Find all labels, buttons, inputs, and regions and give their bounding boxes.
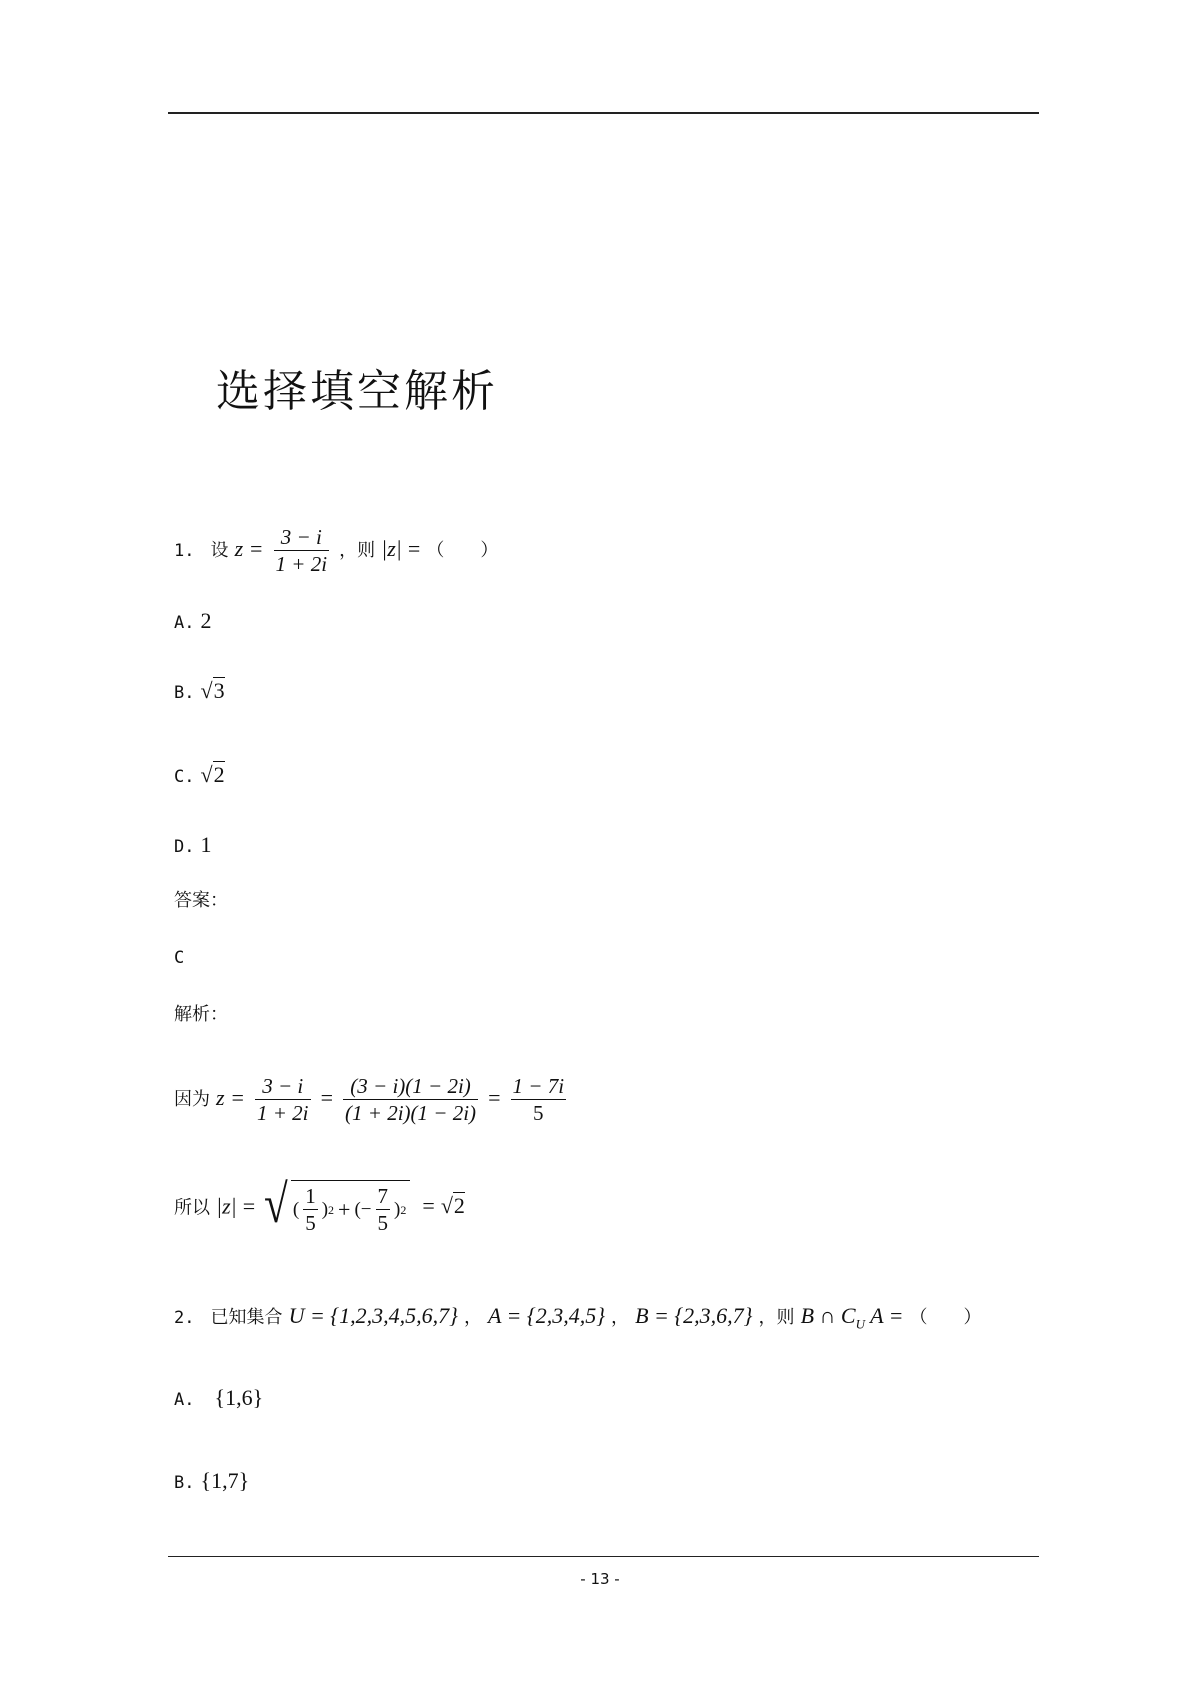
- equals: =: [422, 1193, 435, 1219]
- option-value: 2: [200, 608, 212, 633]
- option-label: A.: [174, 1390, 195, 1410]
- option-b: [174, 1470, 249, 1492]
- equals: =: [242, 1193, 256, 1219]
- header-rule: [168, 112, 1039, 114]
- question-2: [174, 1305, 982, 1330]
- option-value: 1: [200, 832, 212, 857]
- exponent: 2: [400, 1202, 407, 1217]
- option-label: B.: [174, 683, 195, 703]
- fraction-numerator: 7: [376, 1183, 391, 1210]
- separator: ，: [611, 1307, 630, 1328]
- page-number: - 13 -: [580, 1570, 620, 1588]
- answer-blank: （ ）: [426, 539, 499, 561]
- complement-subscript: U: [855, 1316, 865, 1332]
- equals: =: [407, 535, 421, 561]
- option-label: C.: [174, 767, 195, 787]
- modulus: |z|: [381, 535, 402, 561]
- analysis-prefix: 因为: [174, 1088, 210, 1110]
- answer-blank: （ ）: [909, 1307, 982, 1328]
- option-label: A.: [174, 613, 195, 633]
- formula-lhs: z =: [216, 1084, 245, 1110]
- analysis-line-2: [174, 1174, 465, 1237]
- set-u: U = {1,2,3,4,5,6,7}: [288, 1303, 458, 1328]
- radical-sign: √: [264, 1174, 288, 1234]
- square-root: [261, 1174, 410, 1237]
- fraction: [343, 1073, 478, 1127]
- fraction-denominator: 5: [305, 1211, 316, 1236]
- question-number: 2.: [174, 1308, 195, 1328]
- formula-lhs: z =: [234, 535, 264, 561]
- radicand: 2: [453, 1193, 465, 1219]
- option-b: [174, 680, 225, 702]
- question-number: 1.: [174, 540, 195, 561]
- expression: [800, 1303, 904, 1332]
- option-value-sqrt: √3: [200, 678, 225, 703]
- fraction: [274, 524, 330, 578]
- fraction: [511, 1073, 567, 1127]
- fraction: [255, 1073, 311, 1127]
- set-a: A = {2,3,4,5}: [488, 1303, 605, 1328]
- fraction-denominator: 5: [533, 1101, 544, 1126]
- answer-heading: 答案：: [174, 890, 228, 911]
- page-title: 选择填空解析: [216, 366, 498, 417]
- fraction-denominator: (1 + 2i)(1 − 2i): [345, 1101, 477, 1126]
- fraction-denominator: 5: [377, 1211, 388, 1236]
- equals: =: [320, 1084, 333, 1110]
- radicand: 2: [213, 762, 225, 787]
- analysis-heading: 解析：: [174, 1004, 228, 1025]
- answer-value: C: [174, 948, 185, 968]
- expression-a: A =: [870, 1303, 904, 1328]
- close-paren: ): [321, 1199, 329, 1221]
- plus-sign: +: [338, 1196, 351, 1222]
- question-connector: ，则: [339, 539, 376, 561]
- exponent: 2: [328, 1202, 335, 1217]
- fraction-denominator: 1 + 2i: [257, 1101, 309, 1126]
- set-b: B = {2,3,6,7}: [635, 1303, 753, 1328]
- modulus: |z|: [216, 1193, 237, 1219]
- radicand: [291, 1180, 410, 1237]
- option-d: [174, 834, 212, 856]
- question-connector: ，则: [758, 1307, 795, 1328]
- option-c: [174, 764, 225, 786]
- option-value: {1,7}: [200, 1468, 250, 1493]
- question-prefix: 已知集合: [210, 1307, 283, 1328]
- fraction-numerator: 1 − 7i: [511, 1073, 567, 1100]
- footer-rule: [168, 1556, 1039, 1557]
- option-label: B.: [174, 1473, 195, 1493]
- equals: =: [488, 1084, 501, 1110]
- question-prefix: 设: [210, 539, 229, 561]
- fraction-numerator: 3 − i: [255, 1073, 311, 1100]
- expression-b-cap-c: B ∩ C: [800, 1303, 856, 1328]
- fraction-denominator: 1 + 2i: [275, 552, 328, 577]
- close-paren: ): [394, 1199, 401, 1221]
- separator: ，: [463, 1307, 482, 1328]
- analysis-prefix: 所以: [174, 1197, 210, 1219]
- fraction-numerator: 1: [303, 1183, 318, 1210]
- question-1: [174, 524, 498, 578]
- open-paren: (−: [354, 1199, 372, 1221]
- option-value-sqrt: √2: [200, 762, 225, 787]
- option-value: {1,6}: [214, 1385, 264, 1410]
- fraction-numerator: 3 − i: [274, 524, 330, 551]
- open-paren: (: [292, 1199, 300, 1221]
- option-a: [174, 1387, 263, 1409]
- option-label: D.: [174, 837, 195, 857]
- fraction: [303, 1183, 318, 1237]
- fraction-numerator: (3 − i)(1 − 2i): [343, 1073, 478, 1100]
- fraction: [376, 1183, 391, 1237]
- radicand: 3: [213, 678, 225, 703]
- option-a: [174, 610, 212, 632]
- analysis-line-1: [174, 1073, 570, 1127]
- result-sqrt: √2: [440, 1193, 465, 1219]
